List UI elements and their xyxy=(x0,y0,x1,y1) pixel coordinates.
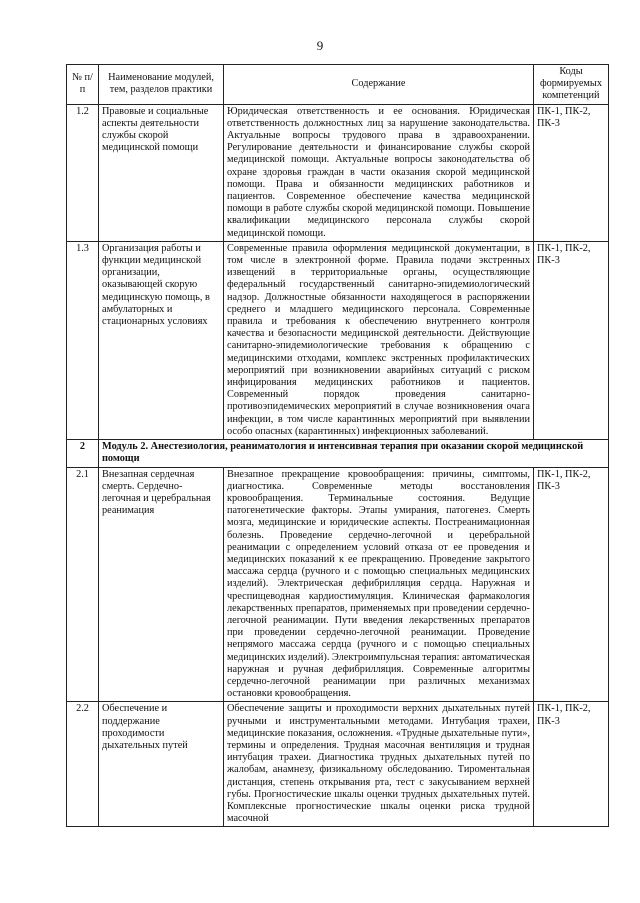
row-codes: ПК-1, ПК-2, ПК-3 xyxy=(534,104,609,241)
header-codes: Коды формируемых компетенций xyxy=(534,65,609,105)
header-name: Наименование модулей, тем, разделов практики xyxy=(99,65,224,105)
header-num: № п/п xyxy=(67,65,99,105)
row-codes: ПК-1, ПК-2, ПК-3 xyxy=(534,241,609,439)
row-name: Внезапная сердечная смерть. Сердечно-легочная и церебральная реанимация xyxy=(99,467,224,702)
table-row xyxy=(67,241,609,439)
page-number: 9 xyxy=(316,38,324,53)
row-content: Современные правила оформления медицинской документации, в том числе в электронной форме. Правила подачи экстренных извещений в территориальные органы, осуществляющие федеральный государственный санитарно-эпидемиологический надзор. Должностные обязанности находящегося в распоряжении среднего и младшего медицинского персонала. Современные правила и требования к обеспечению внутреннего контроля качества и безопасности медицинской деятельности. Действующие санитарно-эпидемиологические требования к обращению с медицинскими отходами, комплекс экстренных профилактических мероприятий при возникновении аварийных ситуаций с риском инфицирования медицинских работников и пациентов. Современный порядок проведения санитарно-противоэпидемических мероприятий в случае возникновения очага инфекции, в том числе карантинных мероприятий при выявлении особо опасных (карантинных) инфекционных заболеваний. xyxy=(224,241,534,439)
module-row xyxy=(67,440,609,467)
table-row xyxy=(67,467,609,702)
row-num: 1.2 xyxy=(67,104,99,241)
row-name: Обеспечение и поддержание проходимости дыхательных путей xyxy=(99,702,224,827)
row-name: Организация работы и функции медицинской организации, оказывающей скорую медицинскую помощь, в амбулаторных и стационарных условиях xyxy=(99,241,224,439)
table-row xyxy=(67,104,609,241)
table-header-row xyxy=(67,65,609,105)
program-table xyxy=(66,64,609,827)
row-codes: ПК-1, ПК-2, ПК-3 xyxy=(534,702,609,827)
row-name: Правовые и социальные аспекты деятельности службы скорой медицинской помощи xyxy=(99,104,224,241)
row-content: Внезапное прекращение кровообращения: причины, симптомы, диагностика. Современные методы восстановления кровообращения. Терминальные состояния. Ведущие патогенетические факторы. Этапы умирания, патогенез. Смерть мозга, медицинские и юридические аспекты. Постреанимационная болезнь. Проведение сердечно-легочной и церебральной реанимации с определением условий отказа от ее проведения и медицинских показаний к ее прекращению. Проведение закрытого массажа сердца (ручного и с помощью специальных медицинских изделий). Электрическая дефибрилляция сердца. Наружная и чреспищеводная кардиостимуляция. Клиническая фармакология лекарственных препаратов, применяемых при проведении сердечно-легочной реанимации. Пути введения лекарственных препаратов при проведении сердечно-легочной реанимации. Проведение непрямого массажа сердца (ручного и с помощью специальных медицинских изделий). Электроимпульсная терапия: автоматическая наружная и ручная дефибрилляция. Современные алгоритмы сердечно-легочной реанимации при различных механизмах остановки кровообращения. xyxy=(224,467,534,702)
header-content: Содержание xyxy=(224,65,534,105)
row-codes: ПК-1, ПК-2, ПК-3 xyxy=(534,467,609,702)
row-num: 2.1 xyxy=(67,467,99,702)
row-num: 1.3 xyxy=(67,241,99,439)
row-num: 2.2 xyxy=(67,702,99,827)
table-row xyxy=(67,702,609,827)
module-num: 2 xyxy=(67,440,99,467)
row-content: Юридическая ответственность и ее основания. Юридическая ответственность должностных лиц за нарушение законодательства. Актуальные вопросы трудового права в здравоохранении. Регулирование деятельности и финансирование службы скорой медицинской помощи. Актуальные вопросы законодательства об охране здоровья граждан в части оказания скорой медицинской помощи. Права и обязанности медицинских работников и пациентов. Современное обеспечение качества медицинской помощи в работе службы скорой медицинской помощи. Повышение квалификации медицинского персонала службы скорой медицинской помощи. xyxy=(224,104,534,241)
module-title: Модуль 2. Анестезиология, реаниматология и интенсивная терапия при оказании скорой медицинской помощи xyxy=(99,440,609,467)
row-content: Обеспечение защиты и проходимости верхних дыхательных путей ручными и инструментальными методами. Интубация трахеи, медицинские показания, осложнения. «Трудные дыхательные пути», термины и определения. Трудная масочная вентиляция и трудная интубация трахеи. Диагностика трудных дыхательных путей по жалобам, анамнезу, физикальному обследованию. Тироментальная дистанция, степень открывания рта, тест с закусыванием верхней губы. Прогностические шкалы оценки трудных дыхательных путей. Комплексные прогностические шкалы оценки риска трудной масочной xyxy=(224,702,534,827)
